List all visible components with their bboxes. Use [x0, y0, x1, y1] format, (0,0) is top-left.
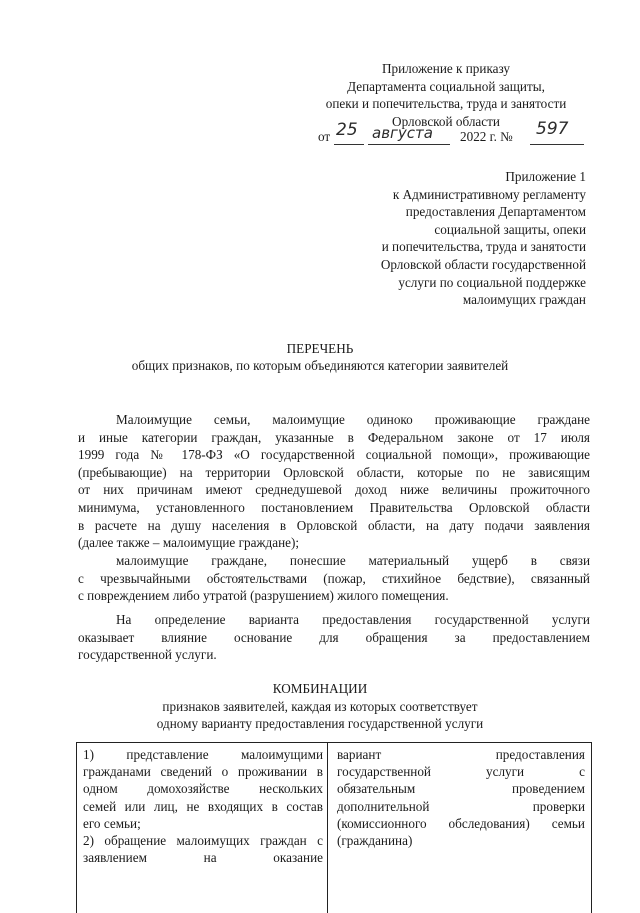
appendix1-line: и попечительства, труда и занятости	[381, 239, 586, 255]
list-subtitle: общих признаков, по которым объединяются категории заявителей	[131, 358, 509, 373]
paragraph-line: (пребывающие) на территории Орловской области, которые по не зависящим	[78, 464, 590, 480]
combinations-title: КОМБИНАЦИИ	[272, 681, 368, 696]
combinations-table	[76, 742, 592, 913]
paragraph-line: минимума, установленного постановлением Правительства Орловской области	[78, 499, 590, 515]
appendix1-line: социальной защиты, опеки	[434, 221, 586, 237]
table-cell-line: дополнительной проверки	[337, 798, 585, 814]
appendix1-block	[326, 168, 586, 309]
paragraph-variant	[78, 611, 590, 664]
order-number-handwritten: 597	[536, 119, 569, 139]
table-cell-line: (гражданина)	[337, 832, 413, 848]
table-cell-line: гражданами сведений о проживании в	[83, 764, 323, 780]
paragraph-line: Малоимущие семьи, малоимущие одиноко проживающие граждане	[116, 412, 590, 427]
order-year-text: 2022 г. №	[460, 129, 513, 144]
order-from-label: от	[318, 129, 331, 144]
order-annex-line: опеки и попечительства, труда и занятости	[325, 96, 567, 112]
paragraph-line: На определение варианта предоставления государственной услуги	[116, 612, 590, 627]
order-day-underline	[334, 144, 364, 145]
paragraph-line: с повреждением либо утратой (разрушением) жилого помещения.	[78, 588, 449, 604]
combinations-subtitle-line: одному варианту предоставления государственной услуги	[156, 716, 484, 731]
table-cell-criteria	[77, 743, 328, 913]
table-cell-line: его семьи;	[83, 815, 141, 831]
order-month-handwritten: августа	[372, 124, 433, 142]
order-day-handwritten: 25	[336, 120, 358, 140]
table-cell-line: государственной услуги с	[337, 764, 585, 780]
table-cell-line: заявлением на оказание	[83, 850, 323, 866]
list-title: ПЕРЕЧЕНЬ	[286, 341, 354, 356]
paragraph-low-income	[78, 411, 590, 552]
paragraph-line: в расчете на душу населения в Орловской области, на дату подачи заявления	[78, 517, 590, 533]
paragraph-damage	[78, 552, 590, 605]
order-month-underline	[368, 144, 450, 145]
paragraph-line: оказывает влияние основание для обращения за предоставлением	[78, 629, 590, 645]
order-annex-line: Департамента социальной защиты,	[347, 78, 545, 94]
paragraph-line: государственной услуги.	[78, 647, 217, 663]
table-cell-line: (комиссионного обследования) семьи	[337, 815, 585, 831]
appendix1-line: предоставления Департаментом	[405, 204, 586, 220]
table-cell-line: 1) представление малоимущими	[83, 747, 323, 762]
combinations-subtitle-line: признаков заявителей, каждая из которых соответствует	[162, 699, 478, 714]
table-cell-line: семей или лиц, не входящих в состав	[83, 798, 323, 814]
paragraph-line: малоимущие граждане, понесшие материальный ущерб в связи	[116, 553, 590, 568]
table-cell-variant	[329, 743, 591, 913]
paragraph-line: от них причинам имеют среднедушевой доход ниже величины прожиточного	[78, 482, 590, 498]
appendix1-line: Орловской области государственной	[380, 256, 586, 272]
appendix1-line: Приложение 1	[505, 169, 586, 184]
appendix1-line: малоимущих граждан	[462, 292, 586, 308]
table-cell-line: одном домохозяйстве нескольких	[83, 781, 323, 797]
order-annex-line: Приложение к приказу	[381, 61, 511, 76]
appendix1-line: услуги по социальной поддержке	[398, 274, 586, 290]
appendix1-line: к Административному регламенту	[392, 186, 586, 202]
table-cell-line: вариант предоставления	[337, 747, 585, 762]
paragraph-line: 1999 года № 178-ФЗ «О государственной социальной помощи», проживающие	[78, 447, 590, 463]
paragraph-line: (далее также – малоимущие граждане);	[78, 535, 300, 551]
order-annex-line: Орловской области	[392, 113, 500, 129]
table-cell-line: обязательным проведением	[337, 781, 585, 797]
table-cell-line: 2) обращение малоимущих граждан с	[83, 832, 323, 848]
order-number-underline	[530, 144, 584, 145]
paragraph-line: с чрезвычайными обстоятельствами (пожар, стихийное бедствие), связанный	[78, 570, 590, 586]
paragraph-line: и иные категории граждан, указанные в Федеральном законе от 17 июля	[78, 429, 590, 445]
